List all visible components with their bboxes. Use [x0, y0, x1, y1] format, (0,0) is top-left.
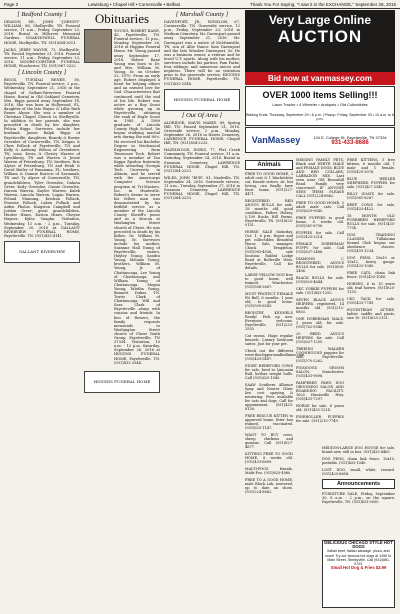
obit-deason: DEASON, SR., JOHN "JOHNNY" WILLIAM, 88, Shelbyville, TN. Funeral service, 11 a.m., Friday, September 23, 2016. Burial in Hillcrest Memorial Gardens. DOAK-HOWELL FUNERAL HOME, Shelbyville, TN. (931)684-3011.	[4, 20, 80, 45]
hot-dog-ad[interactable]	[322, 540, 395, 608]
classified-item: KITTENS FREE TO GOOD HOME, 8 weeks old. (931)433-6899.	[245, 452, 293, 464]
classified-item: ONE DOBERMAN MALE, 3 years old, for sale. (931)762-5546.	[296, 317, 344, 329]
classified-item: CKC YORKIE PUPPIES for sale. (931)433-1255.	[296, 287, 344, 295]
header-date: Thank You For Saying, "I saw it in the EXCHANGE," September 28, 2016	[249, 2, 396, 7]
section-lincoln: [ Lincoln County ]	[17, 69, 67, 77]
classified-item: DIAMOND C REGISTERED ANGUS BULLS for sale. (931)638-3406.	[296, 257, 344, 273]
classified-item: DOG PENS, chain link fence, 10x10, portable. (931)433-1040.	[322, 457, 395, 465]
classified-item: MUST PROTECT FEMALE Pit Bull, 6 months, 1 year old, to good home. (931)509-6543.	[245, 292, 293, 308]
auction-ad[interactable]	[245, 10, 395, 72]
classified-item: FURNITURE SALE, Friday, September 30, 8 a.m. - 2 p.m., on the square, Fayetteville, TN. (931)433-0000.	[322, 492, 395, 504]
classified-item: REGISTERED RED ANGUS BULLS for sale, 18 months old, good condition, Father Holsey, 5,100 Bucks Hill Farms, Fayetteville, TN. (931)625-0151.	[245, 199, 293, 227]
classified-item: BLACK BULLS for sale. (931)625-4644.	[296, 276, 344, 284]
page-number: Page 2	[4, 2, 19, 7]
classified-item: FEMALE DOBERMAN PUPPY for sale. Call (931)637-2486.	[296, 242, 344, 254]
classified-item: LOST DOG, small, white, reward. (931)425-6658.	[322, 468, 395, 476]
section-marshall: [ Marshall County ]	[175, 11, 229, 18]
classified-item: PAMPERED PAWS DOG GROOMING SALON AND BOARDING FACILITY. 1625 Huntsville Hwy. (931)433-7297.	[296, 381, 344, 401]
classified-item: BEEF COWS for sale. (931)433-4422.	[347, 203, 395, 211]
classified-item: FREE RESCUE KITTEN to approved home, litter box trained, vaccinated. (931)625-1147.	[245, 414, 293, 430]
classified-item: FREE TO GOOD HOME, 2 adult cats & 1 black/white cat, female sisters, sit, but loving, can finally have their home. (931)527-4471.	[245, 172, 293, 196]
classified-item: PUPPIES for sale. Call (931)425-2214.	[296, 231, 344, 239]
announcements-tag: Announcements	[322, 479, 395, 489]
obits-column-3	[164, 12, 240, 602]
classified-item: EQUESTRIAN ATTIRE, ladies' saddle and pants, size 10. (931)625-2121.	[347, 308, 395, 320]
section-bedford: [ Bedford County ]	[17, 11, 67, 18]
classified-item: PINEHOLLER PUPPIES for sale. (931)213-7749.	[296, 415, 344, 423]
obit-aldridge: ALDRIDGE, MAVIS MARIE, 89, Spring Hill, TN. Passed September 21, 2016. Graveside service, 2 p.m., Monday, September 26, 2016 in Harris Cemetery. LAWRENCE FUNERAL HOME, Chapel Hill, TN. (931)364-2233.	[164, 120, 240, 146]
obits-column-1	[4, 12, 80, 602]
vanmassey-phone: 931-433-8686	[331, 139, 369, 146]
hot-dog-ad-body: Italian beef, Italian sausage, pizza, and more! Try our famous hot dogs at 1450 N. Main Street, Shelbyville. Call (931)680-0743.	[325, 549, 392, 567]
obit-davenport: DAVENPORT, JR., WINSLOW, 67, Cornersville, TN. Graveside service, 12 p.m., Friday, September 23, 2016 in Medium Cemetery. Mr. Davenport passed away September 21, 2016. Mr. Davenport was a native of McMinnville, TN, son of Allie Nance Sam Davenport and the late Winslow Davenport, Sr. He was a business owner, a veteran and he loved U.T. sports. Along with his mother, survivors include his partner, Pam Parks; four siblings; and numerous nieces and nephews. There will be no visitation prior to the graveside service. HIGGINS FUNERAL HOME, Fayetteville, TN. (931)433-2544.	[164, 20, 240, 86]
classified-item: FREE PUPPIES to good home, 8 weeks old. (931)561-8756.	[296, 216, 344, 228]
classified-item: FREE KITTENS, 5 free kittens, 6 months old, 1 male and 1 female. (931)429-3076.	[347, 158, 395, 174]
obit-photo	[84, 29, 112, 63]
higgins-logo-2	[164, 89, 240, 111]
classified-item: HORSE for sale, 6 years old. (931)433-1214.	[296, 404, 344, 412]
classified-item: DOG PENS, 10x10 or 10x12, heavy gauge. (931)433-1040.	[347, 256, 395, 268]
auction-ad-line1: Very Large Online	[268, 13, 372, 27]
classified-item: FREE CATS, chain link fence. (931)433-1040.	[347, 271, 395, 279]
classified-item: 18 MONTH OLD PUREBRED HEREFORD BULLS for sale. (931)433-7754.	[347, 214, 395, 230]
classified-item: PIGS/DOGS GROOM SALON, Manchester. (931)433-9696.	[296, 366, 344, 378]
animals-tag: Animals	[245, 160, 293, 170]
obit-young: YOUNG, ROBERT RANE, 45, Fayetteville, TN. Funeral service, 12 p.m., Monday, September 26, 2016 at Higgins Funeral Home. Mr. Young passed away September 17, 2016. Robert Rane Young was born to Dr. and Mrs. William M. Young, Sr. on October 22, 1970. From an early age, Robert displayed a heart for helping others and an earnest love for God. Characteristics that continued until the end of his life. Robert was active as a Boy Scout while growing up in Fayetteville, attaining the rank of Eagle Scout in 1985. A 1989 graduate of Lincoln County High School, he began studying martial arts during the mid 80's. He received his Bachelor Degree in Mechanical Engineering from Tennessee Tech. Robert was a member of Tau Kappa Epsilon fraternity while attending Georgia Tech University in Atlanta, and he served with the Americorps Computer Science program at Tri-Masters, Inc. in Huntsville. Robert's desire to serve his fellow man was demonstrated by his faithful service as a member of the Lincoln County Sheriff's posse and as a deacon at Washington Street church of Christ. He was preceded in death by his father, Dr. William M. Young, Sr. Survivors include his mother, Suzanne Hall Young of Fayetteville; sisters, Hayley Young, Sandra Young, Melanie Young; brothers, William M. Young, Jr. of Chattanooga, Lee Young of Chattanooga, and William Young of Chattanooga. Megan Young, Tabitha Young, Bennett Dukes, TN. Travis Clark of Chattanooga, Will and Sara Clark of Fayetteville along with cousins and friends. In lieu of flowers, the family requests memorials to Washington Street church of Christ Youth Group, Fayetteville, TN 37334. Visitation, 10 a.m. - 12 p.m. Saturday, September 26, 2016 at HIGGINS FUNERAL HOME, Fayetteville, TN. (931)433-2544.	[114, 29, 160, 365]
classified-item: TREEING WALKER COONHOUND puppies for sale, Fayetteville. (931)570-2262.	[296, 347, 344, 363]
classified-item: FREE TO A GOOD HOME, male Black Lab, neutered, up to date on shots. (931)224-8862.	[245, 478, 293, 494]
vanmassey-logo: VanMassey	[251, 135, 301, 145]
hot-dog-ad-title: DELICIOUS CHICAGO STYLE HOT DOGS	[324, 540, 393, 550]
higgins-logo-1	[84, 371, 160, 393]
classified-item: 20 BRED ANGUS HEIFERS for sale. Call (931)637-1255.	[296, 332, 344, 344]
classified-item: Check out the different www.theclippersandbellanes.com (931)433-0487.	[245, 349, 305, 361]
classifieds-column-1	[245, 158, 305, 606]
classified-item: EIGHT HEREFORD COWS for sale, bred to Limousin Bull, heifers weight bulls. Call (931)625-1040.	[245, 364, 293, 380]
obit-hazelwood: HAZELWOOD, DORIS, 77, Flat Creek Community, TN. Funeral service, 11 a.m. Saturday, September 24, 2016. Burial in Swanson Cemetery. LAWRENCE FUNERAL HOME, Chapel Hill, TN. (931)364-2233.	[164, 148, 240, 173]
classified-item: LARGE YELLOW DOG free to good home, well trained. Winchester. (931)508-2667.	[245, 273, 293, 289]
gallant-logo-text: GALLANT RIVERVIEW	[18, 248, 66, 254]
classified-item: MEDIUM-LARGE DOG HOUSE for sale, brand new, still in box. (931)433-4465.	[322, 446, 395, 454]
vanmassey-address: 104 E. College St. Fayetteville, TN 37334	[313, 134, 387, 140]
higgins-logo-2-text: HIGGINS FUNERAL HOME	[173, 96, 231, 102]
vanmassey-box	[245, 127, 395, 153]
higgins-logo-1-text: HIGGINS FUNERAL HOME	[93, 378, 151, 384]
classified-item: FREE TO GOOD HOME, 2 adult male cats. Call (931)629-9045.	[296, 201, 344, 213]
obit-jacks: JACKS, JERRY WAYNE, 73, Shelbyville, TN. Passed September 21, 2016. Funeral service, 11 a.m., Friday, September 23, 2016. MOORE-CORTNER FUNERAL HOME, Winchester, TN. (931)967-2222.	[4, 47, 80, 69]
bid-now-banner[interactable]: Bid now at vanmassey.com	[245, 72, 395, 85]
auction-ad-line2: AUCTION	[277, 27, 363, 46]
classified-item: SAAW Southern Alliance Spay and Neuter Clinic low cost spaying & neutering. Fees available for cats and dogs. Call for appointment. (931)433-8128.	[245, 383, 293, 411]
items-count: OVER 1000 Items Selling!!!	[262, 90, 378, 100]
obit-wiles: WILES, JOHN "BUB", 81, Nashville, TN. September 24, 2016. Graveside service, 11 a.m., Tuesday, September 27, 2016 in Swanson Cemetery. LAWRENCE FUNERAL HOME, Chapel Hill, TN. (931)364-2233.	[164, 175, 240, 201]
classified-item: REGISTRY KENNELS Ready! Pick up now. Everyone welcome. Fayetteville. (931)233-1555.	[245, 311, 293, 331]
classified-item: DOG TRAINING CLASSES. Tullahoma Kennel Club begins our obedience classes. (931)455-1234.	[347, 233, 395, 253]
section-out-of-area: [ Out Of Area ]	[181, 111, 223, 119]
page-header	[0, 0, 400, 9]
classifieds-column-2	[296, 158, 344, 606]
classified-item: Cat rooms. Huge regular kennels. Luxury bedroom suites. Just for your pet.	[245, 334, 293, 346]
classified-item: BILLY GOATS for sale. (931)561-8267.	[347, 192, 395, 200]
classified-item: UKC TACK for sale. (931)433-7749.	[347, 297, 395, 305]
classifieds-lower	[322, 446, 395, 538]
classified-item: WANT TO BUY cows, sheep, chickens and guineas. Call (931)627-4677.	[245, 433, 293, 449]
auction-items	[245, 86, 395, 126]
classified-item: MALTI-POOS female, Malti-Poo. (931)625-4980.	[245, 467, 293, 475]
classified-item: HORSES, 6 to 10 years old, trail horses. (931)625-1150.	[347, 282, 395, 294]
paper-name: Lewisburg • Chapel Hill • Cornersville • Belfast	[88, 2, 181, 7]
items-categories: Lawn Tractor • 4 Wheeler • Antiques • Old Collectibles	[272, 102, 368, 107]
classified-item: MISSING FAMILY PETS, Black and WHITE MALE and FEMALE DOGS, BLUE AND RED COLLARS, LABRADOR MIX. Last seen near Old Boonshill Road. Family very concerned. IF ANYONE SEES THEM PLEASE CALL (931)224-8862.	[296, 158, 344, 198]
obits-column-2	[84, 12, 160, 602]
gallant-logo	[4, 241, 80, 263]
classified-item: HORSE SALE Saturday, Oct. 1, 6 p.m. Ropes and pet collectibles Beautiful Horse Sale, manager, Chuck Templeton, (931)993-4936, sale location: Rabbit Lodge Road at Belleville West, Fayetteville. Call for details.	[245, 230, 293, 270]
hot-dog-ad-price: Small Hot Dog & Fries $3.99	[330, 565, 387, 571]
classified-item: BLUE HEELER SHEPHERD PUPPIES for sale. (931)427-3345.	[347, 177, 395, 189]
obit-biggs: BIGGS, TUESDAI RENEE, 56, Fayetteville, TN. Funeral service, 2 p.m., Wednesday, September 21, 2016 in the chapel of Gallant-Riverview Funeral Home. Burial in Old Oakland Cemetery. Mrs. Biggs passed away September 18, 2016. She was born in Hollywood, FL, daughter of the late Wayne & Lillie Ruth Renee Alyser. She was a member of Christian Chapel Church in Shelbyville. In addition to her parents, she was preceded in death by her daughter, Felicia Biggs. Survivors include her husband, James Ralph Biggs of Fayetteville; daughters, Brandy & Buster Greenlee of Cornersville, TN, Keigan & Chris Pollack of Fayetteville, TN and Kelly & Anthony Wilson of Greenbrier, TN; sons, Kevin & Christy Warren of Lynchburg, TN and Warren & Jessie Warren of Petersburg, TN; brothers, Eric Alyser of Petersburg, TN and Heidi & David Butler of Panamma, FL; brothers, William & Donnie Burrow of Savannah, TN and Ty Alyser of Cornersville, TN; grandchildren, Tyler Greenlee, Dakota Greer, Kody Greenlee, Cassie Greenlee, Darson Warren, Kaylee Warren, Kaleb Warren, Lincoln Warren, Logan Warren, Feland Manning, Kristian Pollack, Promise Pollack, Laken Pollack and Aiden Pholus. Kingston Campbell and Jordan Greer; great grandchildren, Hunter Hines, Easton Hines, Cheyne Haynes, Kylea Vaughn. Visitation, Wednesday, 11 a.m. - 2 p.m., Tuesday, September 20, 2016 at GALLANT-RIVERVIEW FUNERAL HOME, Fayetteville, TN. (931)433-4141.	[4, 78, 80, 238]
obituaries-title: Obituaries	[94, 11, 150, 26]
bid-dates: Bidding Ends: Thursday, September 29 • 6 p.m. | Pickup: Friday, September 30 • 10 a.m. to 6 p.m.	[246, 113, 394, 121]
classified-item: SEVEN BLACK ANGUS HEIFERS, registered, 14 months old. (931)212-8803.	[296, 298, 344, 314]
